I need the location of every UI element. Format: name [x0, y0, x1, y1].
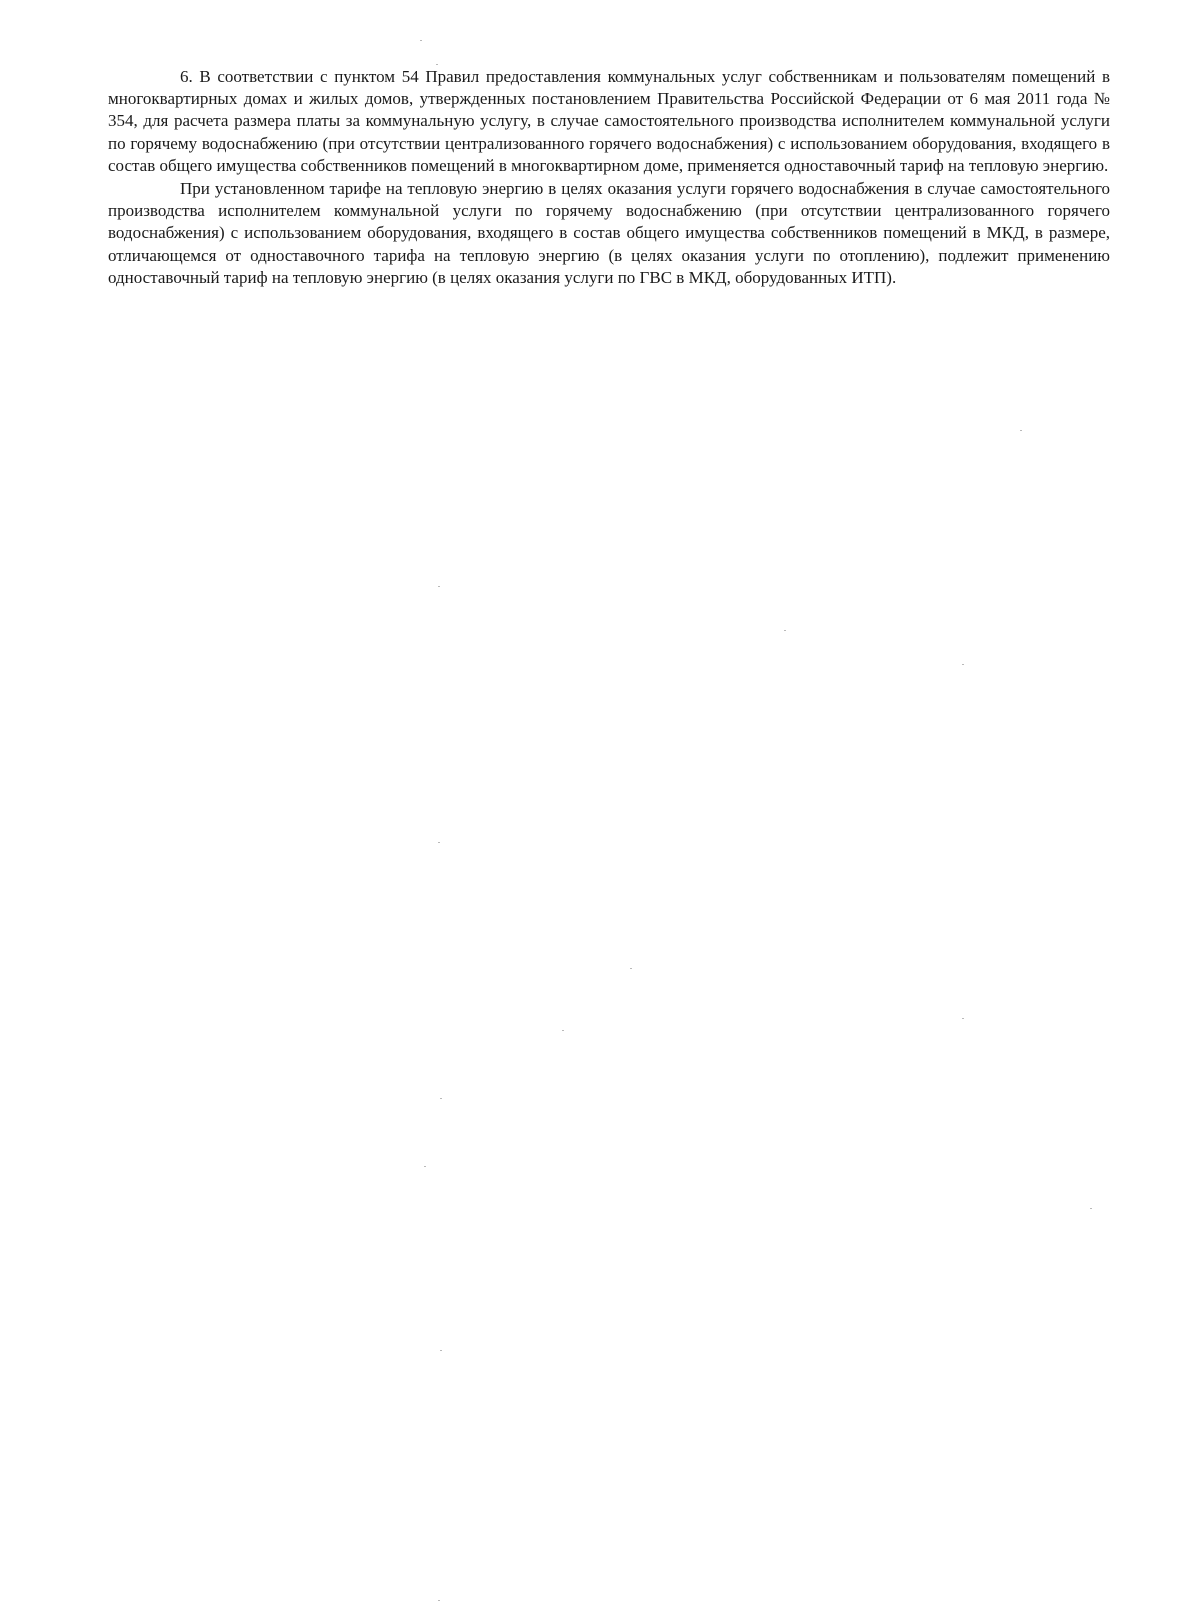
paragraph-tariff: При установленном тарифе на тепловую энергию в целях оказания услуги горячего водоснабжения в случае самостоятельного производства исполнителем коммунальной услуги по горячему водоснабжению (при отсутствии централизованного горячего водоснабжения) с использованием оборудования, входящего в состав общего имущества собственников помещений в МКД, в размере, отличающемся от одноставочного тарифа на тепловую энергию (в целях оказания услуги по отоплению), подлежит применению одноставочный тариф на тепловую энергию (в целях оказания услуги по ГВС в МКД, оборудованных ИТП).	[108, 179, 1110, 287]
scan-speck	[436, 64, 438, 65]
scan-speck	[1020, 430, 1022, 431]
scan-speck	[440, 1098, 442, 1099]
scan-speck	[438, 842, 440, 843]
scan-speck	[962, 1018, 964, 1019]
scan-speck	[438, 586, 440, 587]
scan-speck	[424, 1166, 426, 1167]
scan-speck	[784, 630, 786, 631]
scan-speck	[420, 40, 422, 41]
scan-speck	[630, 968, 632, 969]
scan-speck	[438, 1600, 440, 1601]
scan-speck	[1090, 1208, 1092, 1209]
scan-speck	[962, 664, 964, 665]
scan-speck	[440, 1350, 442, 1351]
paragraph-item-6: 6. В соответствии с пунктом 54 Правил предоставления коммунальных услуг собственникам и пользователям помещений в многоквартирных домах и жилых домов, утвержденных постановлением Правительства Российской Федерации от 6 мая 2011 года № 354, для расчета размера платы за коммунальную услугу, в случае самостоятельного производства исполнителем коммунальной услуги по горячему водоснабжению (при отсутствии централизованного горячего водоснабжения) с использованием оборудования, входящего в состав общего имущества собственников помещений в многоквартирном доме, применяется одноставочный тариф на тепловую энергию.	[108, 67, 1110, 175]
document-body	[108, 66, 1110, 290]
scan-speck	[562, 1030, 564, 1031]
